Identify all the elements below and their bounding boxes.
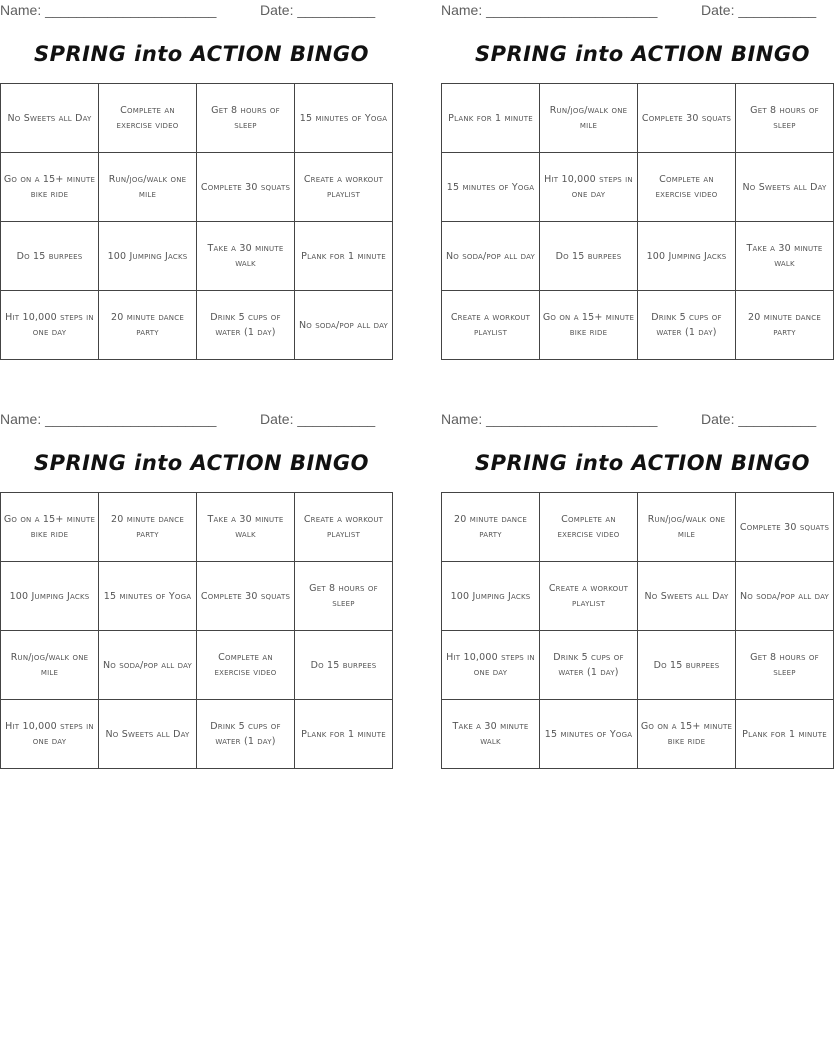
name-field-label: Name: ______________________	[441, 411, 658, 427]
bingo-cell: Hit 10,000 steps in one day	[540, 153, 638, 222]
bingo-card-1	[0, 0, 388, 360]
bingo-cell: Get 8 hours of sleep	[197, 84, 295, 153]
bingo-cell: Go on a 15+ minute bike ride	[1, 153, 99, 222]
grid-row	[1, 222, 393, 291]
bingo-cell: Drink 5 cups of water (1 day)	[638, 291, 736, 360]
bingo-cell: 20 minute dance party	[442, 493, 540, 562]
bingo-cell: Do 15 burpees	[540, 222, 638, 291]
grid-row	[1, 291, 393, 360]
bingo-cell: Run/jog/walk one mile	[540, 84, 638, 153]
grid-row	[442, 291, 834, 360]
bingo-cell: Drink 5 cups of water (1 day)	[197, 291, 295, 360]
bingo-grid	[0, 492, 393, 769]
grid-row	[1, 153, 393, 222]
bingo-grid	[441, 83, 834, 360]
bingo-cell: 20 minute dance party	[99, 291, 197, 360]
bingo-cell: Complete an exercise video	[197, 631, 295, 700]
bingo-cell: Take a 30 minute walk	[197, 222, 295, 291]
bingo-cell: 100 Jumping Jacks	[442, 562, 540, 631]
bingo-cell: Create a workout playlist	[295, 493, 393, 562]
bingo-cell: Create a workout playlist	[540, 562, 638, 631]
bingo-cell: Do 15 burpees	[638, 631, 736, 700]
date-field-label: Date: __________	[701, 2, 817, 18]
bingo-cell: Plank for 1 minute	[736, 700, 834, 769]
bingo-cell: 15 minutes of Yoga	[99, 562, 197, 631]
bingo-cell: 15 minutes of Yoga	[442, 153, 540, 222]
bingo-card-4	[441, 409, 830, 769]
bingo-cell: No soda/pop all day	[99, 631, 197, 700]
bingo-cell: Complete an exercise video	[540, 493, 638, 562]
bingo-cell: Take a 30 minute walk	[736, 222, 834, 291]
bingo-cell: Create a workout playlist	[295, 153, 393, 222]
bingo-cell: 15 minutes of Yoga	[540, 700, 638, 769]
card-title: SPRING into ACTION BINGO	[34, 451, 369, 475]
bingo-cell: Plank for 1 minute	[295, 222, 393, 291]
grid-row	[442, 493, 834, 562]
date-field-label: Date: __________	[260, 2, 376, 18]
bingo-cell: Complete an exercise video	[638, 153, 736, 222]
bingo-cell: Create a workout playlist	[442, 291, 540, 360]
bingo-cell: Run/jog/walk one mile	[1, 631, 99, 700]
bingo-cell: Hit 10,000 steps in one day	[442, 631, 540, 700]
bingo-cell: No soda/pop all day	[736, 562, 834, 631]
grid-row	[1, 84, 393, 153]
bingo-cell: No soda/pop all day	[295, 291, 393, 360]
bingo-card-2	[441, 0, 827, 360]
grid-row	[442, 153, 834, 222]
bingo-cell: Get 8 hours of sleep	[736, 84, 834, 153]
bingo-cell: Drink 5 cups of water (1 day)	[197, 700, 295, 769]
bingo-cell: No soda/pop all day	[442, 222, 540, 291]
bingo-cell: Complete 30 squats	[736, 493, 834, 562]
bingo-cell: No Sweets all Day	[99, 700, 197, 769]
name-field-label: Name: ______________________	[0, 411, 217, 427]
bingo-cell: Drink 5 cups of water (1 day)	[540, 631, 638, 700]
bingo-cell: Complete 30 squats	[197, 153, 295, 222]
bingo-cell: 20 minute dance party	[736, 291, 834, 360]
bingo-cell: Go on a 15+ minute bike ride	[638, 700, 736, 769]
bingo-cell: Hit 10,000 steps in one day	[1, 291, 99, 360]
bingo-cell: Complete 30 squats	[197, 562, 295, 631]
bingo-cell: Complete an exercise video	[99, 84, 197, 153]
name-date-row	[441, 0, 817, 22]
grid-row	[442, 84, 834, 153]
bingo-cell: Complete 30 squats	[638, 84, 736, 153]
bingo-cell: No Sweets all Day	[1, 84, 99, 153]
bingo-cell: Run/jog/walk one mile	[638, 493, 736, 562]
bingo-cell: Get 8 hours of sleep	[736, 631, 834, 700]
name-field-label: Name: ______________________	[0, 2, 217, 18]
bingo-cell: No Sweets all Day	[736, 153, 834, 222]
bingo-cell: Go on a 15+ minute bike ride	[1, 493, 99, 562]
grid-row	[1, 493, 393, 562]
date-field-label: Date: __________	[701, 411, 817, 427]
grid-row	[442, 562, 834, 631]
bingo-cell: Go on a 15+ minute bike ride	[540, 291, 638, 360]
bingo-cell: 20 minute dance party	[99, 493, 197, 562]
card-title: SPRING into ACTION BINGO	[34, 42, 369, 66]
bingo-cell: 100 Jumping Jacks	[1, 562, 99, 631]
bingo-card-3	[0, 409, 386, 769]
name-date-row	[441, 409, 817, 431]
bingo-cell: Take a 30 minute walk	[442, 700, 540, 769]
bingo-cell: Plank for 1 minute	[295, 700, 393, 769]
bingo-grid	[441, 492, 834, 769]
grid-row	[1, 631, 393, 700]
bingo-cell: No Sweets all Day	[638, 562, 736, 631]
date-field-label: Date: __________	[260, 411, 376, 427]
grid-row	[1, 700, 393, 769]
name-date-row	[0, 0, 376, 22]
bingo-grid	[0, 83, 393, 360]
bingo-cell: Do 15 burpees	[1, 222, 99, 291]
bingo-cell: Run/jog/walk one mile	[99, 153, 197, 222]
bingo-cell: 100 Jumping Jacks	[99, 222, 197, 291]
card-title: SPRING into ACTION BINGO	[475, 451, 810, 475]
grid-row	[442, 631, 834, 700]
bingo-cell: Take a 30 minute walk	[197, 493, 295, 562]
bingo-cell: 15 minutes of Yoga	[295, 84, 393, 153]
grid-row	[442, 222, 834, 291]
bingo-cell: Do 15 burpees	[295, 631, 393, 700]
card-title: SPRING into ACTION BINGO	[475, 42, 810, 66]
bingo-cell: Get 8 hours of sleep	[295, 562, 393, 631]
bingo-cell: Plank for 1 minute	[442, 84, 540, 153]
name-field-label: Name: ______________________	[441, 2, 658, 18]
name-date-row	[0, 409, 376, 431]
grid-row	[1, 562, 393, 631]
bingo-cell: Hit 10,000 steps in one day	[1, 700, 99, 769]
grid-row	[442, 700, 834, 769]
bingo-cell: 100 Jumping Jacks	[638, 222, 736, 291]
